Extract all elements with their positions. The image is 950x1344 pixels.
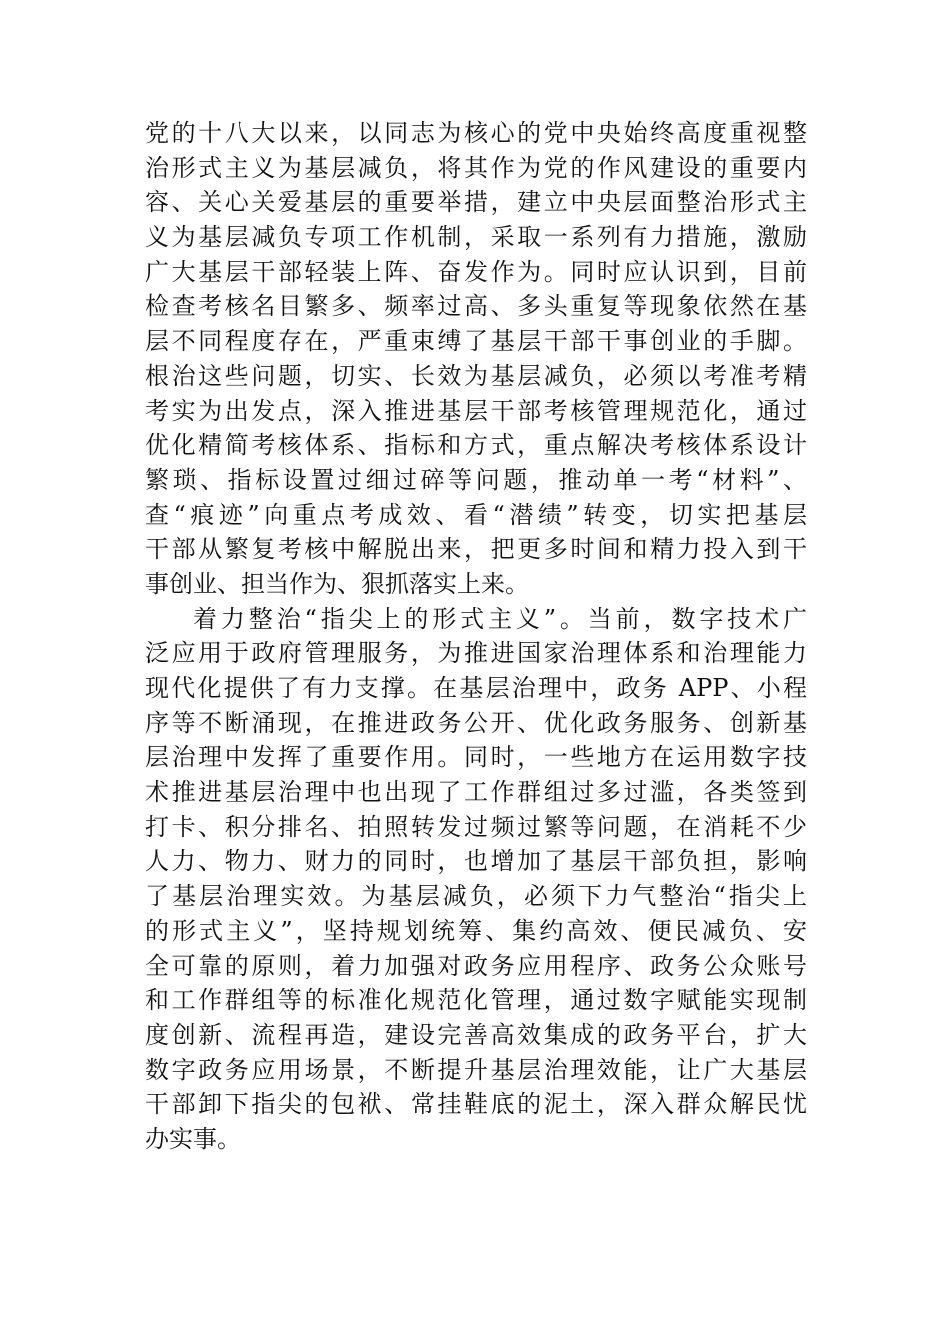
paragraph-1-line-12: 查“痕迹”向重点考成效、看“潜绩”转变，切实把基层 — [145, 500, 807, 529]
paragraph-1-line-5: 广大基层干部轻装上阵、奋发作为。同时应认识到，目前 — [145, 257, 807, 286]
paragraph-2-line-12: 和工作群组等的标准化规范化管理，通过数字赋能实现制 — [145, 986, 807, 1015]
document-body — [145, 116, 807, 1157]
paragraph-1-line-7: 层不同程度存在，严重束缚了基层干部干事创业的手脚。 — [145, 327, 807, 356]
paragraph-2-line-9: 了基层治理实效。为基层减负，必须下力气整治“指尖上 — [145, 882, 807, 911]
paragraph-2-line-14: 数字政务应用场景，不断提升基层治理效能，让广大基层 — [145, 1055, 807, 1084]
paragraph-1-line-1: 党的十八大以来，以同志为核心的党中央始终高度重视整 — [145, 119, 807, 147]
paragraph-2-line-6: 术推进基层治理中也出现了工作群组过多过滥，各类签到 — [145, 778, 807, 807]
paragraph-2-line-11: 全可靠的原则，着力加强对政务应用程序、政务公众账号 — [145, 951, 807, 980]
paragraph-1-line-14: 事创业、担当作为、狠抓落实上来。 — [145, 569, 529, 598]
paragraph-1-line-9: 考实为出发点，深入推进基层干部考核管理规范化，通过 — [145, 396, 807, 425]
paragraph-2-line-1: 着力整治“指尖上的形式主义”。当前，数字技术广 — [193, 604, 807, 633]
paragraph-2-line-5: 层治理中发挥了重要作用。同时，一些地方在运用数字技 — [145, 743, 807, 772]
paragraph-2-line-16: 办实事。 — [145, 1124, 241, 1153]
paragraph-2-line-7: 打卡、积分排名、拍照转发过频过繁等问题，在消耗不少 — [145, 812, 807, 841]
paragraph-1-line-6: 检查考核名目繁多、频率过高、多头重复等现象依然在基 — [145, 292, 807, 321]
paragraph-2-line-3: 现代化提供了有力支撑。在基层治理中，政务 APP、小程 — [145, 674, 807, 702]
paragraph-1-line-2: 治形式主义为基层减负，将其作为党的作风建设的重要内 — [145, 153, 807, 182]
paragraph-1-line-8: 根治这些问题，切实、长效为基层减负，必须以考准考精 — [145, 361, 807, 390]
paragraph-1-line-10: 优化精简考核体系、指标和方式，重点解决考核体系设计 — [145, 431, 807, 460]
paragraph-1-line-3: 容、关心关爱基层的重要举措，建立中央层面整治形式主 — [145, 188, 807, 217]
paragraph-2-line-13: 度创新、流程再造，建设完善高效集成的政务平台，扩大 — [145, 1020, 807, 1049]
paragraph-2-line-4: 序等不断涌现，在推进政务公开、优化政务服务、创新基 — [145, 708, 807, 737]
paragraph-1-line-13: 干部从繁复考核中解脱出来，把更多时间和精力投入到干 — [145, 535, 807, 564]
paragraph-2-line-8: 人力、物力、财力的同时，也增加了基层干部负担，影响 — [145, 847, 807, 876]
paragraph-1-line-4: 义为基层减负专项工作机制，采取一系列有力措施，激励 — [145, 223, 807, 252]
paragraph-2-line-15: 干部卸下指尖的包袱、常挂鞋底的泥土，深入群众解民忧 — [145, 1090, 807, 1119]
paragraph-2-line-2: 泛应用于政府管理服务，为推进国家治理体系和治理能力 — [145, 639, 807, 668]
paragraph-1-line-11: 繁琐、指标设置过细过碎等问题，推动单一考“材料”、 — [145, 465, 807, 494]
paragraph-2-line-10: 的形式主义”，坚持规划统筹、集约高效、便民减负、安 — [145, 916, 807, 945]
